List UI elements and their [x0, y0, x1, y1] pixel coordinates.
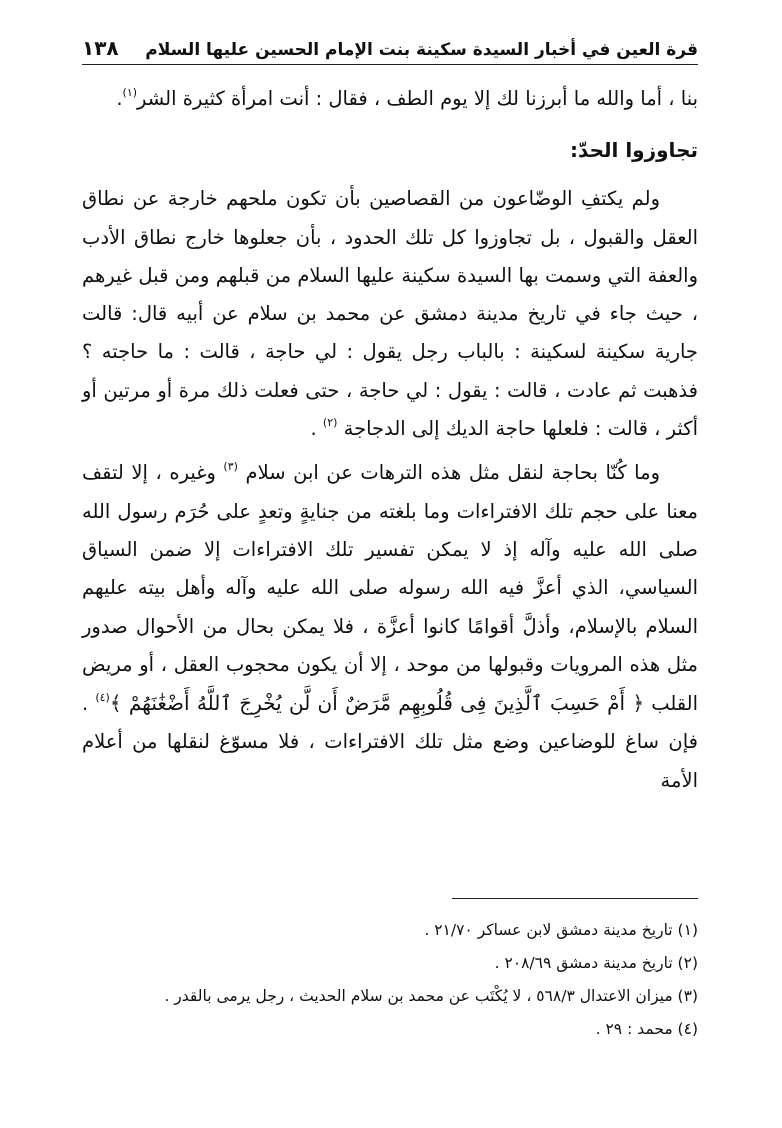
footnote-4: (٤) محمد : ٢٩ . — [595, 1020, 698, 1038]
footnote-1: (١) تاريخ مدينة دمشق لابن عساكر ٢١/٧٠ . — [424, 921, 698, 939]
footnote-ref-1: (١) — [122, 86, 138, 99]
running-header — [82, 26, 698, 60]
paragraph-2-text: ولم يكتفِ الوضّاعون من القصاصين بأن تكون ملحهم خارجة عن نطاق العقل والقبول ، بل تجاوزوا كل تلك الحدود ، بأن جعلوها خارج نطاق الأدب والعفة التي وسمت بها السيدة سكينة عليها السلام من قبلهم ومن قبل غيرهم ، حيث جاء في تاريخ مدينة دمشق عن محمد بن سلام عن أبيه قال: قالت جارية سكينة لسكينة : بالباب رجل يقول : لي حاجة ، قالت : ما حاجته ؟ فذهبت ثم عادت ، قالت : يقول : لي حاجة ، حتى فعلت ذلك مرة أو مرتين أو أكثر ، قالت : فلعلها حاجة الديك إلى الدجاجة — [82, 187, 698, 441]
paragraph-3-a: وما كُنّا بحاجة لنقل مثل هذه الترهات عن ابن سلام — [245, 461, 660, 485]
page-number: ١٣٨ — [82, 36, 119, 60]
book-title: قرة العين في أخبار السيدة سكينة بنت الإمام الحسين عليها السلام — [145, 40, 698, 60]
footnote-ref-2: (٢) — [322, 416, 338, 430]
footnotes — [82, 914, 698, 1046]
footnote-rule — [452, 898, 698, 899]
continued-end: . — [116, 87, 123, 110]
continued-paragraph — [82, 80, 698, 118]
footnote-ref-3: (٣) — [223, 460, 238, 474]
section-heading: تجاوزوا الحدّ: — [570, 138, 698, 163]
paragraph-3-c: . فإن ساغ للوضاعين وضع مثل تلك الافتراءات ، فلا مسوّغ لنقلها من أعلام الأمة — [82, 692, 698, 792]
paragraph-2 — [82, 180, 698, 448]
main-text — [82, 80, 698, 800]
paragraph-3 — [82, 454, 698, 800]
footnote-2: (٢) تاريخ مدينة دمشق ٢٠٨/٦٩ . — [494, 954, 698, 972]
header-rule — [82, 64, 698, 65]
continued-text: بنا ، أما والله ما أبرزنا لك إلا يوم الطف ، فقال : أنت امرأة كثيرة الشر — [137, 87, 698, 110]
footnote-ref-4: (٤) — [95, 691, 110, 705]
paragraph-3-b: وغيره ، إلا لتقف معنا على حجم تلك الافتراءات وما بلغته من جنايةٍ وتعدٍ على حُرَم رسول الله صلى الله عليه وآله إذ لا يمكن تفسير تلك الافتراءات إلا ضمن السياق السياسي، الذي أعزَّ فيه الله رسوله صلى الله عليه وآله وأهل بيته عليهم السلام بالإسلام، وأذلَّ أقوامًا كانوا أعزَّة ، فلا يمكن بحال من الأحوال صدور مثل هذه المرويات وقبولها من موحد ، إلا أن يكون محجوب العقل ، أو مريض القلب — [82, 461, 699, 716]
footnote-3: (٣) ميزان الاعتدال ٥٦٨/٣ ، لا يُكْتَب عن محمد بن سلام الحديث ، رجل يرمى بالقدر . — [164, 987, 698, 1005]
quran-verse: ﴿ أَمْ حَسِبَ ٱلَّذِينَ فِى قُلُوبِهِم مَّرَضٌ أَن لَّن يُخْرِجَ ٱللَّهُ أَضْغَٰنَهُمْ ﴾ — [109, 691, 645, 716]
paragraph-2-end: . — [310, 417, 317, 441]
